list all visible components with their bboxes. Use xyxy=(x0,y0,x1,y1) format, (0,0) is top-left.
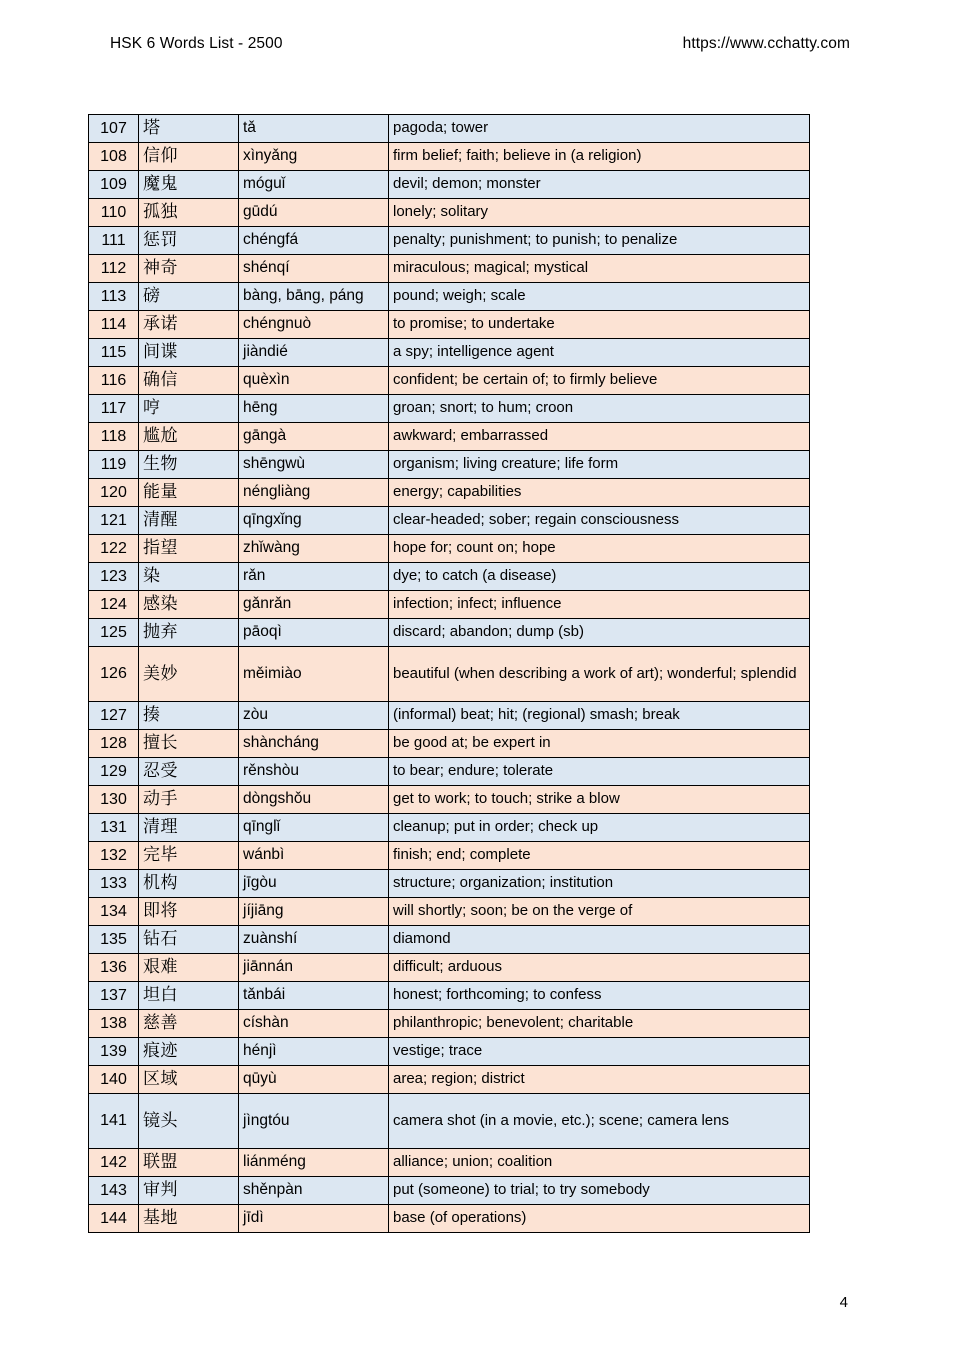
cell-index: 114 xyxy=(89,311,139,339)
cell-pinyin: qīngxǐng xyxy=(239,507,389,535)
header-title: HSK 6 Words List - 2500 xyxy=(110,35,283,52)
table-row xyxy=(89,1038,810,1066)
cell-index: 131 xyxy=(89,814,139,842)
cell-definition: finish; end; complete xyxy=(389,842,810,870)
cell-index: 116 xyxy=(89,367,139,395)
cell-index: 126 xyxy=(89,647,139,702)
cell-pinyin: tǎ xyxy=(239,115,389,143)
cell-definition: pound; weigh; scale xyxy=(389,283,810,311)
table-row xyxy=(89,1066,810,1094)
page-number: 4 xyxy=(839,1294,848,1311)
table-row xyxy=(89,814,810,842)
cell-pinyin: shěnpàn xyxy=(239,1177,389,1205)
cell-pinyin: císhàn xyxy=(239,1010,389,1038)
table-row xyxy=(89,842,810,870)
table-row xyxy=(89,339,810,367)
cell-pinyin: jīdì xyxy=(239,1205,389,1233)
cell-pinyin: qīnglǐ xyxy=(239,814,389,842)
cell-pinyin: shēngwù xyxy=(239,451,389,479)
cell-hanzi: 神奇 xyxy=(139,255,239,283)
cell-pinyin: tǎnbái xyxy=(239,982,389,1010)
cell-index: 122 xyxy=(89,535,139,563)
table-row xyxy=(89,647,810,702)
cell-hanzi: 完毕 xyxy=(139,842,239,870)
cell-pinyin: chéngnuò xyxy=(239,311,389,339)
table-row xyxy=(89,702,810,730)
cell-hanzi: 指望 xyxy=(139,535,239,563)
cell-pinyin: qūyù xyxy=(239,1066,389,1094)
cell-definition: to bear; endure; tolerate xyxy=(389,758,810,786)
table-row xyxy=(89,926,810,954)
cell-index: 143 xyxy=(89,1177,139,1205)
cell-definition: hope for; count on; hope xyxy=(389,535,810,563)
table-row xyxy=(89,1010,810,1038)
cell-index: 144 xyxy=(89,1205,139,1233)
cell-hanzi: 美妙 xyxy=(139,647,239,702)
cell-pinyin: liánméng xyxy=(239,1149,389,1177)
cell-hanzi: 坦白 xyxy=(139,982,239,1010)
cell-index: 113 xyxy=(89,283,139,311)
cell-hanzi: 忍受 xyxy=(139,758,239,786)
cell-definition: will shortly; soon; be on the verge of xyxy=(389,898,810,926)
cell-definition: diamond xyxy=(389,926,810,954)
cell-pinyin: pāoqì xyxy=(239,619,389,647)
cell-index: 110 xyxy=(89,199,139,227)
cell-hanzi: 承诺 xyxy=(139,311,239,339)
page-header xyxy=(110,34,850,54)
cell-definition: difficult; arduous xyxy=(389,954,810,982)
cell-hanzi: 清醒 xyxy=(139,507,239,535)
cell-index: 115 xyxy=(89,339,139,367)
cell-definition: awkward; embarrassed xyxy=(389,423,810,451)
cell-pinyin: xìnyǎng xyxy=(239,143,389,171)
cell-index: 137 xyxy=(89,982,139,1010)
cell-hanzi: 染 xyxy=(139,563,239,591)
table-row xyxy=(89,423,810,451)
cell-definition: devil; demon; monster xyxy=(389,171,810,199)
cell-hanzi: 动手 xyxy=(139,786,239,814)
table-row xyxy=(89,255,810,283)
cell-pinyin: wánbì xyxy=(239,842,389,870)
cell-hanzi: 联盟 xyxy=(139,1149,239,1177)
cell-definition: firm belief; faith; believe in (a religion) xyxy=(389,143,810,171)
cell-pinyin: hēng xyxy=(239,395,389,423)
cell-pinyin: chéngfá xyxy=(239,227,389,255)
cell-index: 108 xyxy=(89,143,139,171)
cell-definition: philanthropic; benevolent; charitable xyxy=(389,1010,810,1038)
cell-definition: miraculous; magical; mystical xyxy=(389,255,810,283)
cell-definition: discard; abandon; dump (sb) xyxy=(389,619,810,647)
cell-pinyin: jíjiāng xyxy=(239,898,389,926)
table-row xyxy=(89,1094,810,1149)
cell-hanzi: 揍 xyxy=(139,702,239,730)
table-row xyxy=(89,1149,810,1177)
table-row xyxy=(89,507,810,535)
cell-definition: pagoda; tower xyxy=(389,115,810,143)
cell-pinyin: zuànshí xyxy=(239,926,389,954)
cell-definition: dye; to catch (a disease) xyxy=(389,563,810,591)
table-row xyxy=(89,227,810,255)
cell-index: 119 xyxy=(89,451,139,479)
cell-definition: infection; infect; influence xyxy=(389,591,810,619)
cell-hanzi: 区域 xyxy=(139,1066,239,1094)
cell-definition: honest; forthcoming; to confess xyxy=(389,982,810,1010)
cell-pinyin: jīgòu xyxy=(239,870,389,898)
cell-pinyin: shàncháng xyxy=(239,730,389,758)
cell-definition: base (of operations) xyxy=(389,1205,810,1233)
cell-index: 139 xyxy=(89,1038,139,1066)
cell-definition: lonely; solitary xyxy=(389,199,810,227)
table-row xyxy=(89,115,810,143)
table-row xyxy=(89,786,810,814)
table-row xyxy=(89,758,810,786)
cell-hanzi: 钻石 xyxy=(139,926,239,954)
cell-definition: area; region; district xyxy=(389,1066,810,1094)
cell-definition: (informal) beat; hit; (regional) smash; break xyxy=(389,702,810,730)
cell-hanzi: 感染 xyxy=(139,591,239,619)
cell-pinyin: zòu xyxy=(239,702,389,730)
cell-pinyin: quèxìn xyxy=(239,367,389,395)
cell-hanzi: 擅长 xyxy=(139,730,239,758)
cell-index: 142 xyxy=(89,1149,139,1177)
cell-index: 107 xyxy=(89,115,139,143)
cell-definition: to promise; to undertake xyxy=(389,311,810,339)
cell-pinyin: jìngtóu xyxy=(239,1094,389,1149)
cell-hanzi: 磅 xyxy=(139,283,239,311)
cell-definition: organism; living creature; life form xyxy=(389,451,810,479)
table-row xyxy=(89,1205,810,1233)
cell-hanzi: 尴尬 xyxy=(139,423,239,451)
cell-hanzi: 塔 xyxy=(139,115,239,143)
cell-hanzi: 间谍 xyxy=(139,339,239,367)
cell-index: 112 xyxy=(89,255,139,283)
cell-pinyin: gūdú xyxy=(239,199,389,227)
cell-index: 133 xyxy=(89,870,139,898)
cell-index: 118 xyxy=(89,423,139,451)
cell-definition: clear-headed; sober; regain consciousness xyxy=(389,507,810,535)
cell-index: 125 xyxy=(89,619,139,647)
cell-pinyin: jiàndié xyxy=(239,339,389,367)
cell-definition: alliance; union; coalition xyxy=(389,1149,810,1177)
cell-pinyin: móguǐ xyxy=(239,171,389,199)
cell-definition: camera shot (in a movie, etc.); scene; camera lens xyxy=(389,1094,810,1149)
cell-index: 141 xyxy=(89,1094,139,1149)
cell-definition: beautiful (when describing a work of art); wonderful; splendid xyxy=(389,647,810,702)
vocabulary-table xyxy=(88,114,810,1233)
cell-index: 128 xyxy=(89,730,139,758)
cell-index: 140 xyxy=(89,1066,139,1094)
cell-index: 117 xyxy=(89,395,139,423)
table-row xyxy=(89,563,810,591)
vocabulary-table-body xyxy=(89,115,810,1233)
cell-index: 124 xyxy=(89,591,139,619)
cell-pinyin: dòngshǒu xyxy=(239,786,389,814)
cell-index: 132 xyxy=(89,842,139,870)
cell-definition: put (someone) to trial; to try somebody xyxy=(389,1177,810,1205)
cell-definition: vestige; trace xyxy=(389,1038,810,1066)
cell-pinyin: bàng, bāng, páng xyxy=(239,283,389,311)
table-row xyxy=(89,199,810,227)
cell-index: 129 xyxy=(89,758,139,786)
cell-hanzi: 机构 xyxy=(139,870,239,898)
table-row xyxy=(89,954,810,982)
table-row xyxy=(89,311,810,339)
cell-definition: penalty; punishment; to punish; to penalize xyxy=(389,227,810,255)
cell-definition: be good at; be expert in xyxy=(389,730,810,758)
cell-pinyin: gǎnrǎn xyxy=(239,591,389,619)
cell-hanzi: 慈善 xyxy=(139,1010,239,1038)
table-row xyxy=(89,898,810,926)
table-row xyxy=(89,591,810,619)
table-row xyxy=(89,367,810,395)
cell-index: 134 xyxy=(89,898,139,926)
cell-index: 136 xyxy=(89,954,139,982)
cell-hanzi: 痕迹 xyxy=(139,1038,239,1066)
cell-definition: structure; organization; institution xyxy=(389,870,810,898)
cell-definition: a spy; intelligence agent xyxy=(389,339,810,367)
cell-index: 123 xyxy=(89,563,139,591)
cell-index: 138 xyxy=(89,1010,139,1038)
cell-definition: get to work; to touch; strike a blow xyxy=(389,786,810,814)
table-row xyxy=(89,479,810,507)
table-row xyxy=(89,451,810,479)
cell-pinyin: hénjì xyxy=(239,1038,389,1066)
cell-hanzi: 能量 xyxy=(139,479,239,507)
table-row xyxy=(89,171,810,199)
table-row xyxy=(89,1177,810,1205)
cell-index: 120 xyxy=(89,479,139,507)
cell-definition: cleanup; put in order; check up xyxy=(389,814,810,842)
cell-hanzi: 清理 xyxy=(139,814,239,842)
cell-index: 135 xyxy=(89,926,139,954)
cell-hanzi: 魔鬼 xyxy=(139,171,239,199)
table-row xyxy=(89,395,810,423)
cell-hanzi: 哼 xyxy=(139,395,239,423)
table-row xyxy=(89,870,810,898)
cell-definition: confident; be certain of; to firmly believe xyxy=(389,367,810,395)
cell-hanzi: 孤独 xyxy=(139,199,239,227)
table-row xyxy=(89,619,810,647)
cell-index: 121 xyxy=(89,507,139,535)
cell-index: 109 xyxy=(89,171,139,199)
cell-definition: groan; snort; to hum; croon xyxy=(389,395,810,423)
cell-hanzi: 抛弃 xyxy=(139,619,239,647)
cell-hanzi: 惩罚 xyxy=(139,227,239,255)
cell-hanzi: 镜头 xyxy=(139,1094,239,1149)
cell-pinyin: jiānnán xyxy=(239,954,389,982)
cell-pinyin: gāngà xyxy=(239,423,389,451)
cell-pinyin: rǎn xyxy=(239,563,389,591)
table-row xyxy=(89,982,810,1010)
page-footer xyxy=(0,1294,848,1311)
cell-hanzi: 艰难 xyxy=(139,954,239,982)
cell-pinyin: zhǐwàng xyxy=(239,535,389,563)
table-row xyxy=(89,730,810,758)
table-row xyxy=(89,535,810,563)
cell-pinyin: rěnshòu xyxy=(239,758,389,786)
header-url: https://www.cchatty.com xyxy=(682,35,850,52)
cell-hanzi: 信仰 xyxy=(139,143,239,171)
cell-hanzi: 生物 xyxy=(139,451,239,479)
table-row xyxy=(89,283,810,311)
cell-definition: energy; capabilities xyxy=(389,479,810,507)
cell-pinyin: měimiào xyxy=(239,647,389,702)
cell-index: 130 xyxy=(89,786,139,814)
cell-hanzi: 确信 xyxy=(139,367,239,395)
vocabulary-table-container xyxy=(88,114,809,1233)
table-row xyxy=(89,143,810,171)
cell-pinyin: néngliàng xyxy=(239,479,389,507)
cell-pinyin: shénqí xyxy=(239,255,389,283)
cell-hanzi: 审判 xyxy=(139,1177,239,1205)
cell-hanzi: 即将 xyxy=(139,898,239,926)
cell-index: 111 xyxy=(89,227,139,255)
cell-hanzi: 基地 xyxy=(139,1205,239,1233)
cell-index: 127 xyxy=(89,702,139,730)
